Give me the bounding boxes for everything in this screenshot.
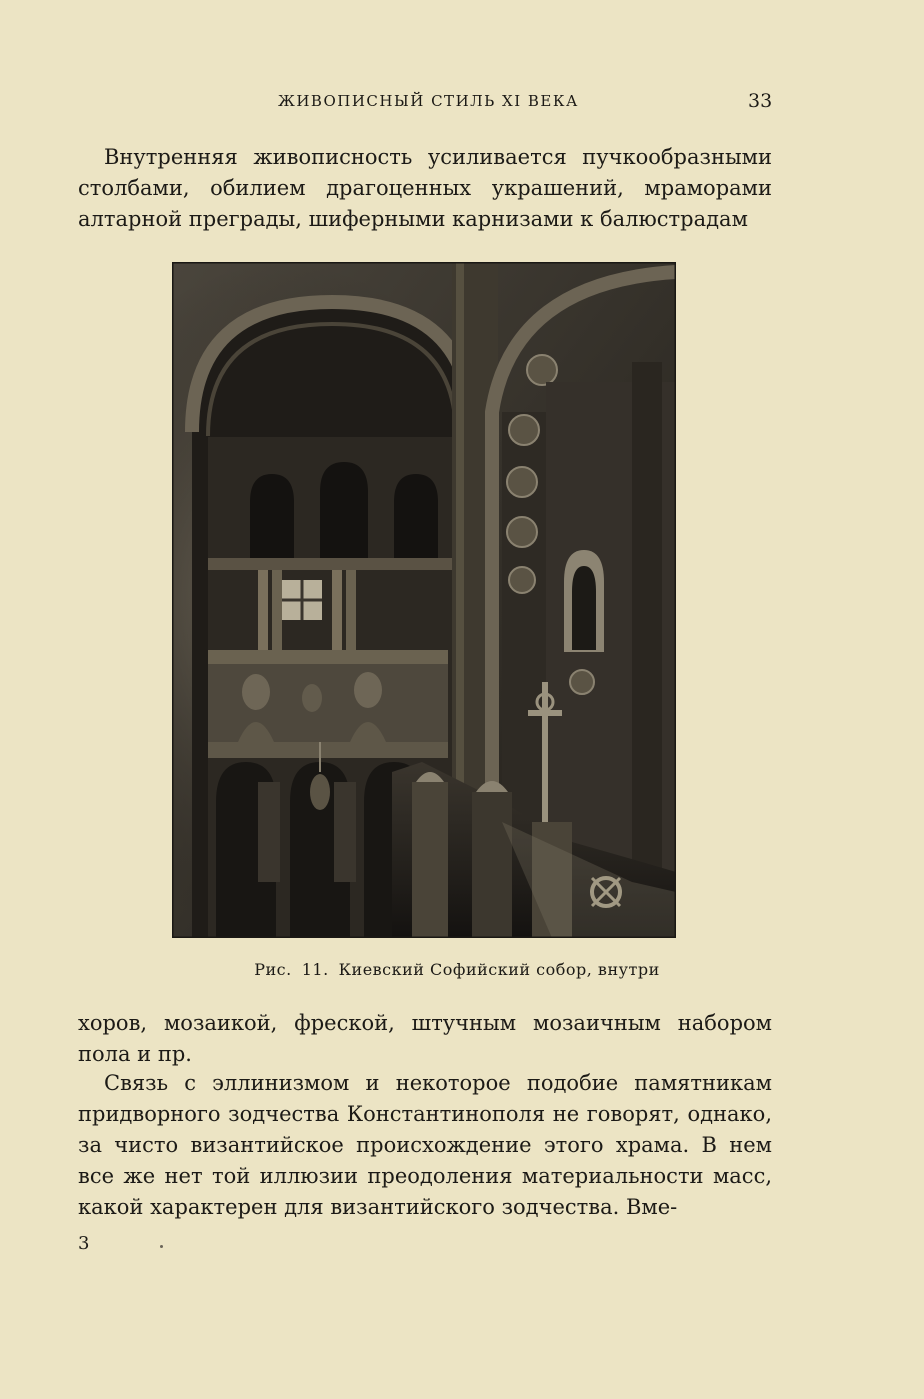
cathedral-interior-illustration: [172, 262, 676, 938]
figure-caption: [0, 960, 924, 979]
figure-title: Киевский Софийский собор, внутри: [338, 960, 660, 979]
figure-number: 11.: [301, 960, 329, 979]
page-number: 33: [748, 90, 773, 112]
paragraph-3: Связь с эллинизмом и некоторое подобие памятникам придворного зодчества Константинополя не говорят, однако, за чисто византийское происхождение этого храма. В нем все же нет той иллюзии преодоления материальности масс, какой характерен для византийского зодчества. Вме-: [78, 1071, 772, 1219]
running-head: [0, 92, 924, 116]
figure-label: Рис.: [254, 960, 292, 979]
running-title: ЖИВОПИСНЫЙ СТИЛЬ XI ВЕКА: [278, 92, 579, 110]
print-speck: [160, 1245, 163, 1248]
paragraph-2: хоров, мозаикой, фреской, штучным мозаичным набором пола и пр.: [78, 1011, 772, 1066]
paragraph-1: Внутренняя живописность усиливается пучкообразными столбами, обилием драгоценных украшений, мраморами алтарной преграды, шиферными карнизами к балюстрадам: [78, 145, 772, 231]
signature-mark: 3: [78, 1233, 90, 1254]
cathedral-interior-photo: [172, 262, 676, 938]
